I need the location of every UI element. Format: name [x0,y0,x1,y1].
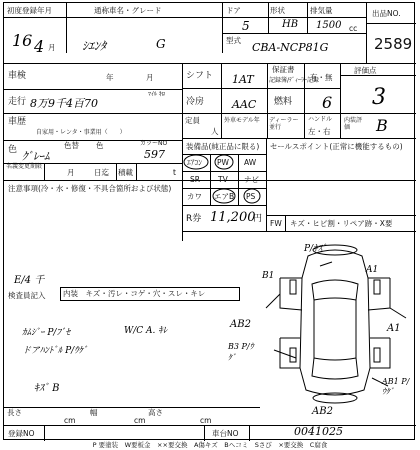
reg-month: 4 [34,37,45,56]
history-sub: 自家用・レンタ・事業用（ ） [36,129,126,136]
interior-value: B [376,116,388,135]
equip-sr: SR [190,175,200,184]
note-3: ドアﾊﾝﾄﾞﾙ P/ｳｹﾞ [22,346,88,356]
displacement-label: 排気量 [310,6,333,15]
mark-ab2-rear: AB2 [312,406,333,417]
model-code: CBA-NCP81G [252,41,329,54]
mileage-unit: ﾏｲﾙ ｷﾛ [148,91,165,98]
shape-value: HB [282,19,299,30]
mark-a1-top: A1 [366,265,379,275]
original-color-label: 色替 [64,141,79,150]
doors-label: ドア [226,6,241,15]
doors-value: 5 [242,19,250,33]
grade: G [156,37,166,51]
r-ticket-label: R券 [186,214,202,224]
capacity-unit: 人 [211,127,219,136]
equipment-title: 装備品(純正品に限る) [186,142,260,151]
r-ticket-unit: 円 [253,214,263,224]
load-label: 積載 [118,168,133,177]
ext-year-label: 外車モデル年 [224,117,260,124]
equip-pw: PW [217,158,229,167]
equip-ps: PS [246,192,256,201]
history-label: 車歴 [8,117,27,127]
first-reg-label: 初度登録年月 [7,6,52,15]
interior-label: 内装評価 [344,117,363,131]
interior-note: 内装 キズ・汚レ・コゲ・穴・スレ・キレ [63,289,206,298]
t-label: t [173,168,176,177]
month-unit: 月 [48,43,56,52]
lot-no-label: 出品NO. [372,9,401,18]
color-label: 色 [8,145,18,155]
color-no-value: 597 [144,148,165,161]
date-month-label: 月 [67,168,75,177]
mark-ab1: AB1 P/ｳｹﾞ [382,377,410,396]
chassis-label: 車台NO [212,429,239,438]
damage-legend: P 要塗装 W要板金 ××要交換 A傷キズ Bへコミ Sさび ×要交換 C腐食 [92,441,328,449]
warranty-sub: 記録簿/ﾃﾞｨｰﾗｰ記録 [269,77,320,84]
length-cm: cm [64,416,76,425]
equip-leather: カワ [187,192,202,201]
note-1: ｶﾑｼﾞｰ P/ﾌﾞｾ [22,328,70,338]
displacement-value: 1500 [316,20,342,31]
warranty-label: 保証書 [272,65,295,74]
mileage-value: 8万9千4百70 [30,97,98,110]
capacity-label: 定員 [185,116,200,125]
width-label: 幅 [90,408,98,417]
shift-value: 1AT [232,73,254,86]
equip-airbag: エアB [214,192,235,201]
auction-sheet [3,2,415,440]
height-cm: cm [200,416,212,425]
reg-no-label: 登録NO [8,429,35,438]
shaken-month-label: 月 [146,73,154,82]
reg-year: 16 [12,31,33,50]
length-label: 長さ [7,408,22,417]
note-2: W/C A. ｷﾚ [124,326,168,336]
width-cm: cm [134,416,146,425]
color-no-label: カラーNO [140,140,168,147]
shaken-year-label: 年 [106,73,114,82]
ac-label: 冷房 [186,97,205,107]
date-day-label: 日迄 [94,168,109,177]
inspector-label: 検査員記入 [8,291,46,300]
handle-value: 左・右 [308,127,331,136]
shift-label: シフト [186,71,214,81]
mileage-label: 走行 [8,97,27,107]
fw-note: キズ・ヒビ割・リペア跡・X要 [290,219,393,228]
chassis-value: 0041025 [294,425,343,438]
type-label: 型式 [226,36,241,45]
color-value: ｸﾞﾚｰﾑ [22,150,50,163]
note-4: ｷｽﾞ B [34,383,60,394]
handle-label: ハンドル [308,116,333,123]
fuel-value: 6 [322,93,333,112]
ac-value: AAC [232,98,257,111]
model-name: ｼｴﾝﾀ [82,39,107,53]
score-label: 評価点 [354,66,377,75]
mark-a1-right: A1 [387,323,401,334]
equip-tv: TV [218,175,228,184]
shape-label: 形状 [270,6,285,15]
dealer-label: ディーラー並行 [269,117,299,131]
equipment-circles [182,154,266,205]
equip-aircon: ｴｱｺﾝ [187,158,202,167]
color-prefix: 色 [96,141,104,150]
mark-front: P/ｷｽﾞ [304,244,327,254]
warranty-value: 有・無 [310,73,333,82]
fuel-label: 燃料 [274,97,293,107]
height-label: 高さ [148,408,163,417]
date-note: E/4 千 [14,275,45,286]
equip-navi: ナビ [244,175,259,184]
lot-number: 2589 [374,35,413,53]
notes-label: 注意事項(冷・水・修復・不具合箇所および状態) [8,184,172,193]
equip-aw: AW [244,158,257,167]
sales-point-label: セールスポイント(正常に機能するもの) [270,142,403,151]
score-value: 3 [372,85,386,110]
cc-unit: cc [349,24,358,33]
mark-b1: B1 [262,271,275,281]
shaken-label: 車検 [8,71,27,81]
r-ticket-value: 11,200 [210,210,256,225]
mark-b3: B3 P/ｳｹﾞ [228,342,254,362]
name-change-label: 名義変更期限 [6,163,43,170]
mark-ab2-left: AB2 [230,319,251,330]
fw-label: FW [270,219,282,228]
model-name-label: 通称車名・グレード [94,6,162,15]
